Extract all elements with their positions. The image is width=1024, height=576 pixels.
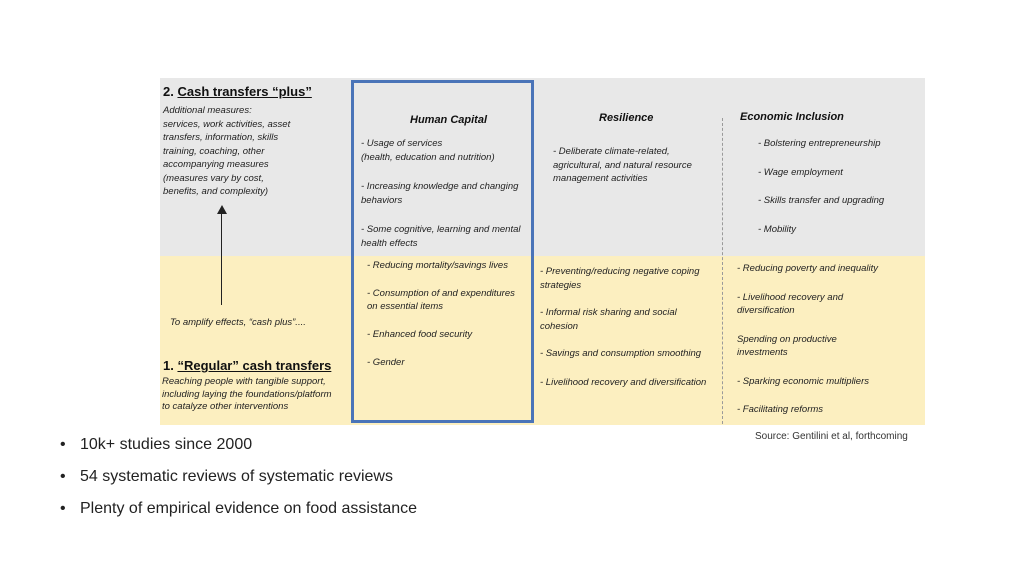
source-note: Source: Gentilini et al, forthcoming xyxy=(755,431,908,442)
economic-inclusion-header: Economic Inclusion xyxy=(740,111,844,123)
resilience-plus-items: - Deliberate climate-related, agricultural, and natural resource management activities xyxy=(553,146,692,184)
bullet-item: • Plenty of empirical evidence on food assistance xyxy=(58,498,417,530)
human-capital-header: Human Capital xyxy=(410,114,488,126)
cash-plus-description: Additional measures: services, work activities, asset transfers, information, skills training, coaching, other accompanying measures (measures vary by cost, benefits, and complexity) xyxy=(163,105,291,197)
amplify-label: To amplify effects, “cash plus”.... xyxy=(170,317,306,328)
human-capital-regular-items: - Reducing mortality/savings lives - Consumption of and expenditures on essential items - Enhanced food security - Gender xyxy=(367,260,515,368)
bullet-item: • 54 systematic reviews of systematic reviews xyxy=(58,466,417,498)
economic-inclusion-regular-items: - Reducing poverty and inequality - Livelihood recovery and diversification Spending on productive investments - Sparking economic multipliers - Facilitating reforms xyxy=(737,263,879,415)
regular-transfers-title: 1. “Regular” cash transfers xyxy=(163,358,332,373)
summary-bullets xyxy=(58,434,417,530)
arrow-up-icon xyxy=(217,205,227,214)
economic-inclusion-plus-items: - Bolstering entrepreneurship - Wage employment - Skills transfer and upgrading - Mobility xyxy=(758,138,885,235)
human-capital-plus-items: - Usage of services (health, education and nutrition) - Increasing knowledge and changing behaviors - Some cognitive, learning and mental health effects xyxy=(361,138,521,249)
resilience-header: Resilience xyxy=(599,112,654,124)
human-capital-highlight-box xyxy=(351,80,534,423)
resilience-regular-items: - Preventing/reducing negative coping strategies - Informal risk sharing and social cohesion - Savings and consumption smoothing - Livelihood recovery and diversification xyxy=(540,266,707,388)
bullet-item: • 10k+ studies since 2000 xyxy=(58,434,417,466)
cash-plus-title: 2. Cash transfers “plus” xyxy=(163,84,312,99)
regular-transfers-description: Reaching people with tangible support, including laying the foundations/platform to catalyze other interventions xyxy=(162,376,332,412)
amplify-arrow xyxy=(221,213,222,305)
column-divider xyxy=(722,118,723,424)
